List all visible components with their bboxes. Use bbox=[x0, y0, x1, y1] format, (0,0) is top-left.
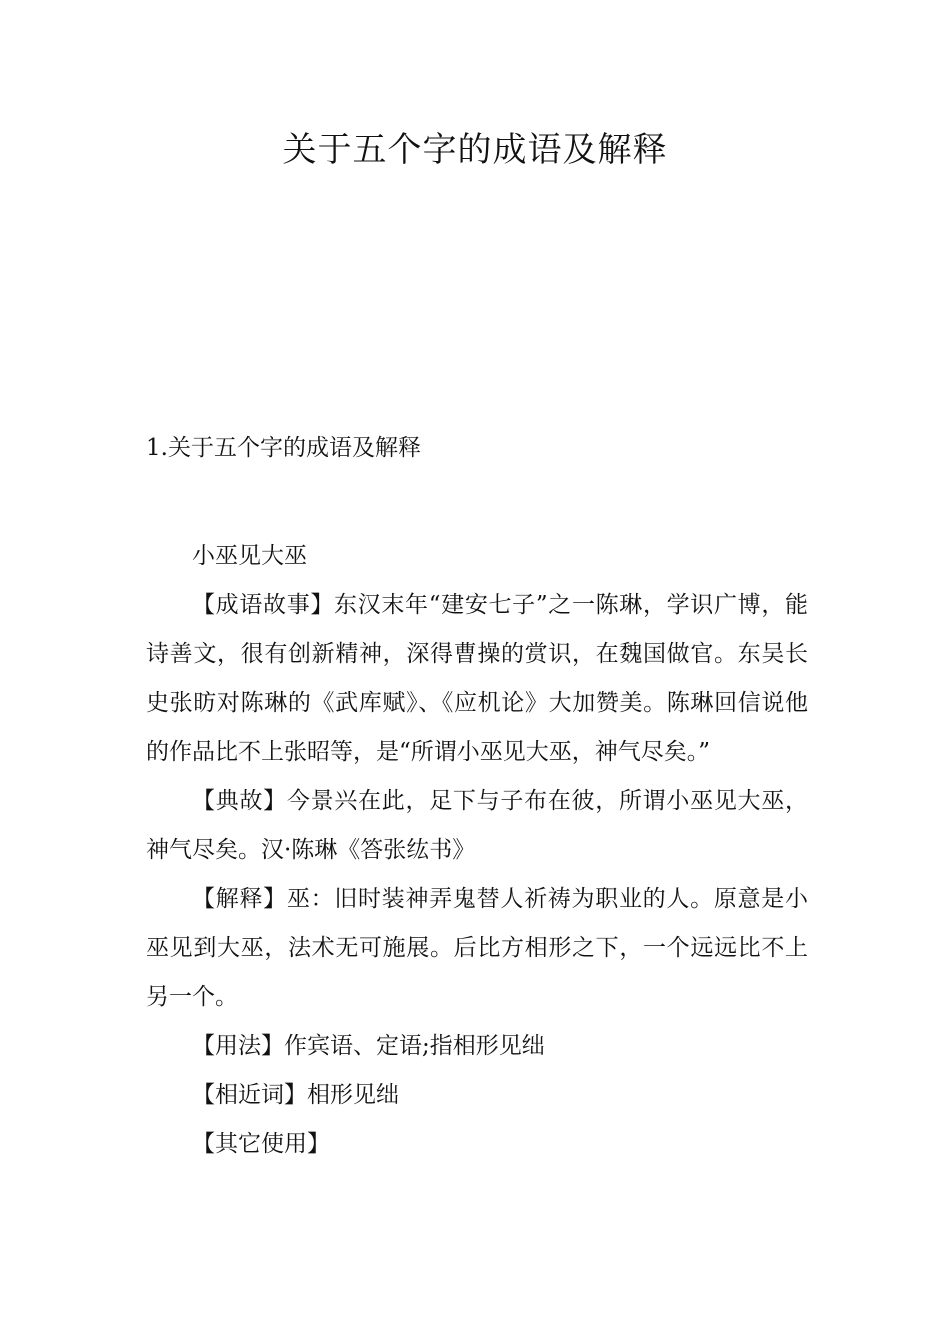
section-heading: 1.关于五个字的成语及解释 bbox=[146, 435, 421, 461]
paragraph-usage: 【用法】作宾语、定语;指相形见绌 bbox=[192, 1033, 545, 1059]
document-title: 关于五个字的成语及解释 bbox=[282, 130, 668, 170]
idiom-heading: 小巫见大巫 bbox=[192, 543, 307, 569]
paragraph-story: 【成语故事】东汉末年“建安七子”之一陈琳，学识广博，能诗善文，很有创新精神，深得曹操的赏识，在魏国做官。东吴长史张昉对陈琳的《武库赋》、《应机论》大加赞美。陈琳回信说他的作品比不上张昭等，是“所谓小巫见大巫，神气尽矣。” bbox=[146, 592, 808, 765]
paragraph-explanation: 【解释】巫：旧时装神弄鬼替人祈祷为职业的人。原意是小巫见到大巫，法术无可施展。后比方相形之下，一个远远比不上另一个。 bbox=[146, 886, 808, 1010]
paragraph-allusion: 【典故】今景兴在此，足下与子布在彼，所谓小巫见大巫，神气尽矣。汉·陈琳《答张纮书》 bbox=[146, 788, 808, 863]
paragraph-synonym: 【相近词】相形见绌 bbox=[192, 1082, 399, 1108]
paragraph-other-usage: 【其它使用】 bbox=[192, 1131, 330, 1157]
body-text bbox=[146, 532, 808, 1169]
